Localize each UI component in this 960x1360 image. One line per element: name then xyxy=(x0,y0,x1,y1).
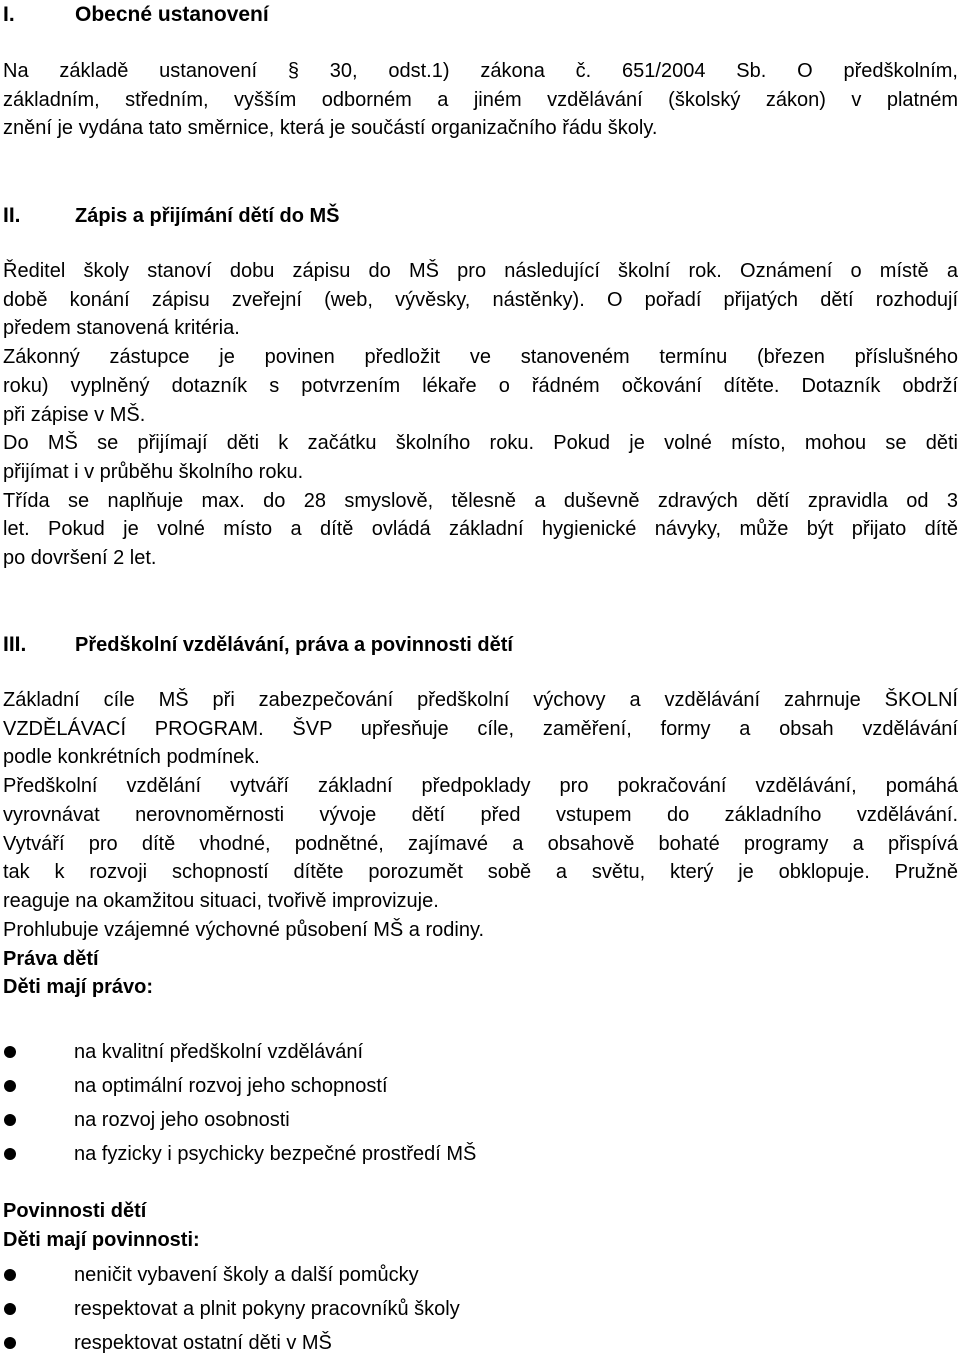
bullet-icon xyxy=(4,1303,16,1315)
list-item-text: respektovat ostatní děti v MŠ xyxy=(74,1332,332,1354)
section-number: I. xyxy=(3,3,15,26)
text-line: reaguje na okamžitou situaci, tvořivě improvizuje. xyxy=(3,889,439,912)
text-line: roku) vyplněný dotazník s potvrzením lékaře o řádném očkování dítěte. Dotazník obdrží xyxy=(3,374,958,397)
text-line: Prohlubuje vzájemné výchovné působení MŠ a rodiny. xyxy=(3,918,485,941)
text-line: znění je vydána tato směrnice, která je součástí organizačního řádu školy. xyxy=(3,117,658,140)
text-line: po dovršení 2 let. xyxy=(3,547,157,570)
bullet-icon xyxy=(4,1114,16,1126)
bullet-icon xyxy=(4,1269,16,1281)
section-title: Obecné ustanovení xyxy=(75,3,269,26)
text-line: Základní cíle MŠ při zabezpečování předškolní výchovy a vzdělávání zahrnuje ŠKOLNÍ xyxy=(3,689,958,711)
text-line: Na základě ustanovení § 30, odst.1) zákona č. 651/2004 Sb. O předškolním, xyxy=(3,60,958,82)
bullet-icon xyxy=(4,1080,16,1092)
text-line: Zákonný zástupce je povinen předložit ve stanoveném termínu (březen příslušného xyxy=(3,346,958,369)
rights-heading: Práva dětí xyxy=(3,948,99,970)
list-item-text: neničit vybavení školy a další pomůcky xyxy=(74,1264,419,1286)
text-line: Předškolní vzdělání vytváří základní předpoklady pro pokračování vzdělávání, pomáhá xyxy=(3,775,958,798)
text-line: tak k rozvoji schopností dítěte porozumět sobě a světu, který je obklopuje. Pružně xyxy=(3,861,958,884)
section-number: III. xyxy=(3,633,27,656)
section-title: Zápis a přijímání dětí do MŠ xyxy=(75,205,340,227)
list-item-text: na kvalitní předškolní vzdělávání xyxy=(74,1041,364,1063)
duties-heading: Povinnosti dětí xyxy=(3,1200,147,1222)
section-title: Předškolní vzdělávání, práva a povinnosti dětí xyxy=(75,634,513,656)
paragraph-legal-basis xyxy=(3,57,958,143)
list-item-text: na rozvoj jeho osobnosti xyxy=(74,1109,290,1131)
rights-subheading: Děti mají právo: xyxy=(3,976,154,998)
text-line: předem stanovená kritéria. xyxy=(3,317,240,340)
text-line: Ředitel školy stanoví dobu zápisu do MŠ pro následující školní rok. Oznámení o místě a xyxy=(3,260,958,282)
text-line: základním, středním, vyšším odborném a jiném vzdělávání (školský zákon) v platném xyxy=(3,88,958,111)
list-item-text: na optimální rozvoj jeho schopností xyxy=(74,1075,388,1097)
text-line: Třída se naplňuje max. do 28 smyslově, tělesně a duševně zdravých dětí zpravidla od 3 xyxy=(3,489,958,512)
list-item-text: respektovat a plnit pokyny pracovníků školy xyxy=(74,1298,460,1320)
paragraph-enrollment xyxy=(3,257,958,573)
bullet-icon xyxy=(4,1337,16,1349)
bullet-icon xyxy=(4,1148,16,1160)
text-line: době konání zápisu zveřejní (web, vývěsky, nástěnky). O pořadí přijatých dětí rozhodují xyxy=(3,288,958,311)
text-line: podle konkrétních podmínek. xyxy=(3,746,260,769)
bullet-icon xyxy=(4,1046,16,1058)
text-line: při zápise v MŠ. xyxy=(3,403,146,426)
list-item-text: na fyzicky i psychicky bezpečné prostředí MŠ xyxy=(74,1143,477,1165)
text-line: let. Pokud je volné místo a dítě ovládá základní hygienické návyky, může být přijato dítě xyxy=(3,518,958,541)
paragraph-preschool-education xyxy=(3,686,958,944)
text-line: Vytváří pro dítě vhodné, podnětné, zajímavé a obsahově bohaté programy a přispívá xyxy=(3,832,958,855)
duties-subheading: Děti mají povinnosti: xyxy=(3,1229,200,1251)
text-line: přijímat i v průběhu školního roku. xyxy=(3,460,304,483)
text-line: Do MŠ se přijímají děti k začátku školního roku. Pokud je volné místo, mohou se děti xyxy=(3,432,958,455)
text-line: VZDĚLÁVACÍ PROGRAM. ŠVP upřesňuje cíle, zaměření, formy a obsah vzdělávání xyxy=(3,717,958,740)
text-line: vyrovnávat nerovnoměrnosti vývoje dětí před vstupem do základního vzdělávání. xyxy=(3,803,958,826)
section-number: II. xyxy=(3,204,21,227)
